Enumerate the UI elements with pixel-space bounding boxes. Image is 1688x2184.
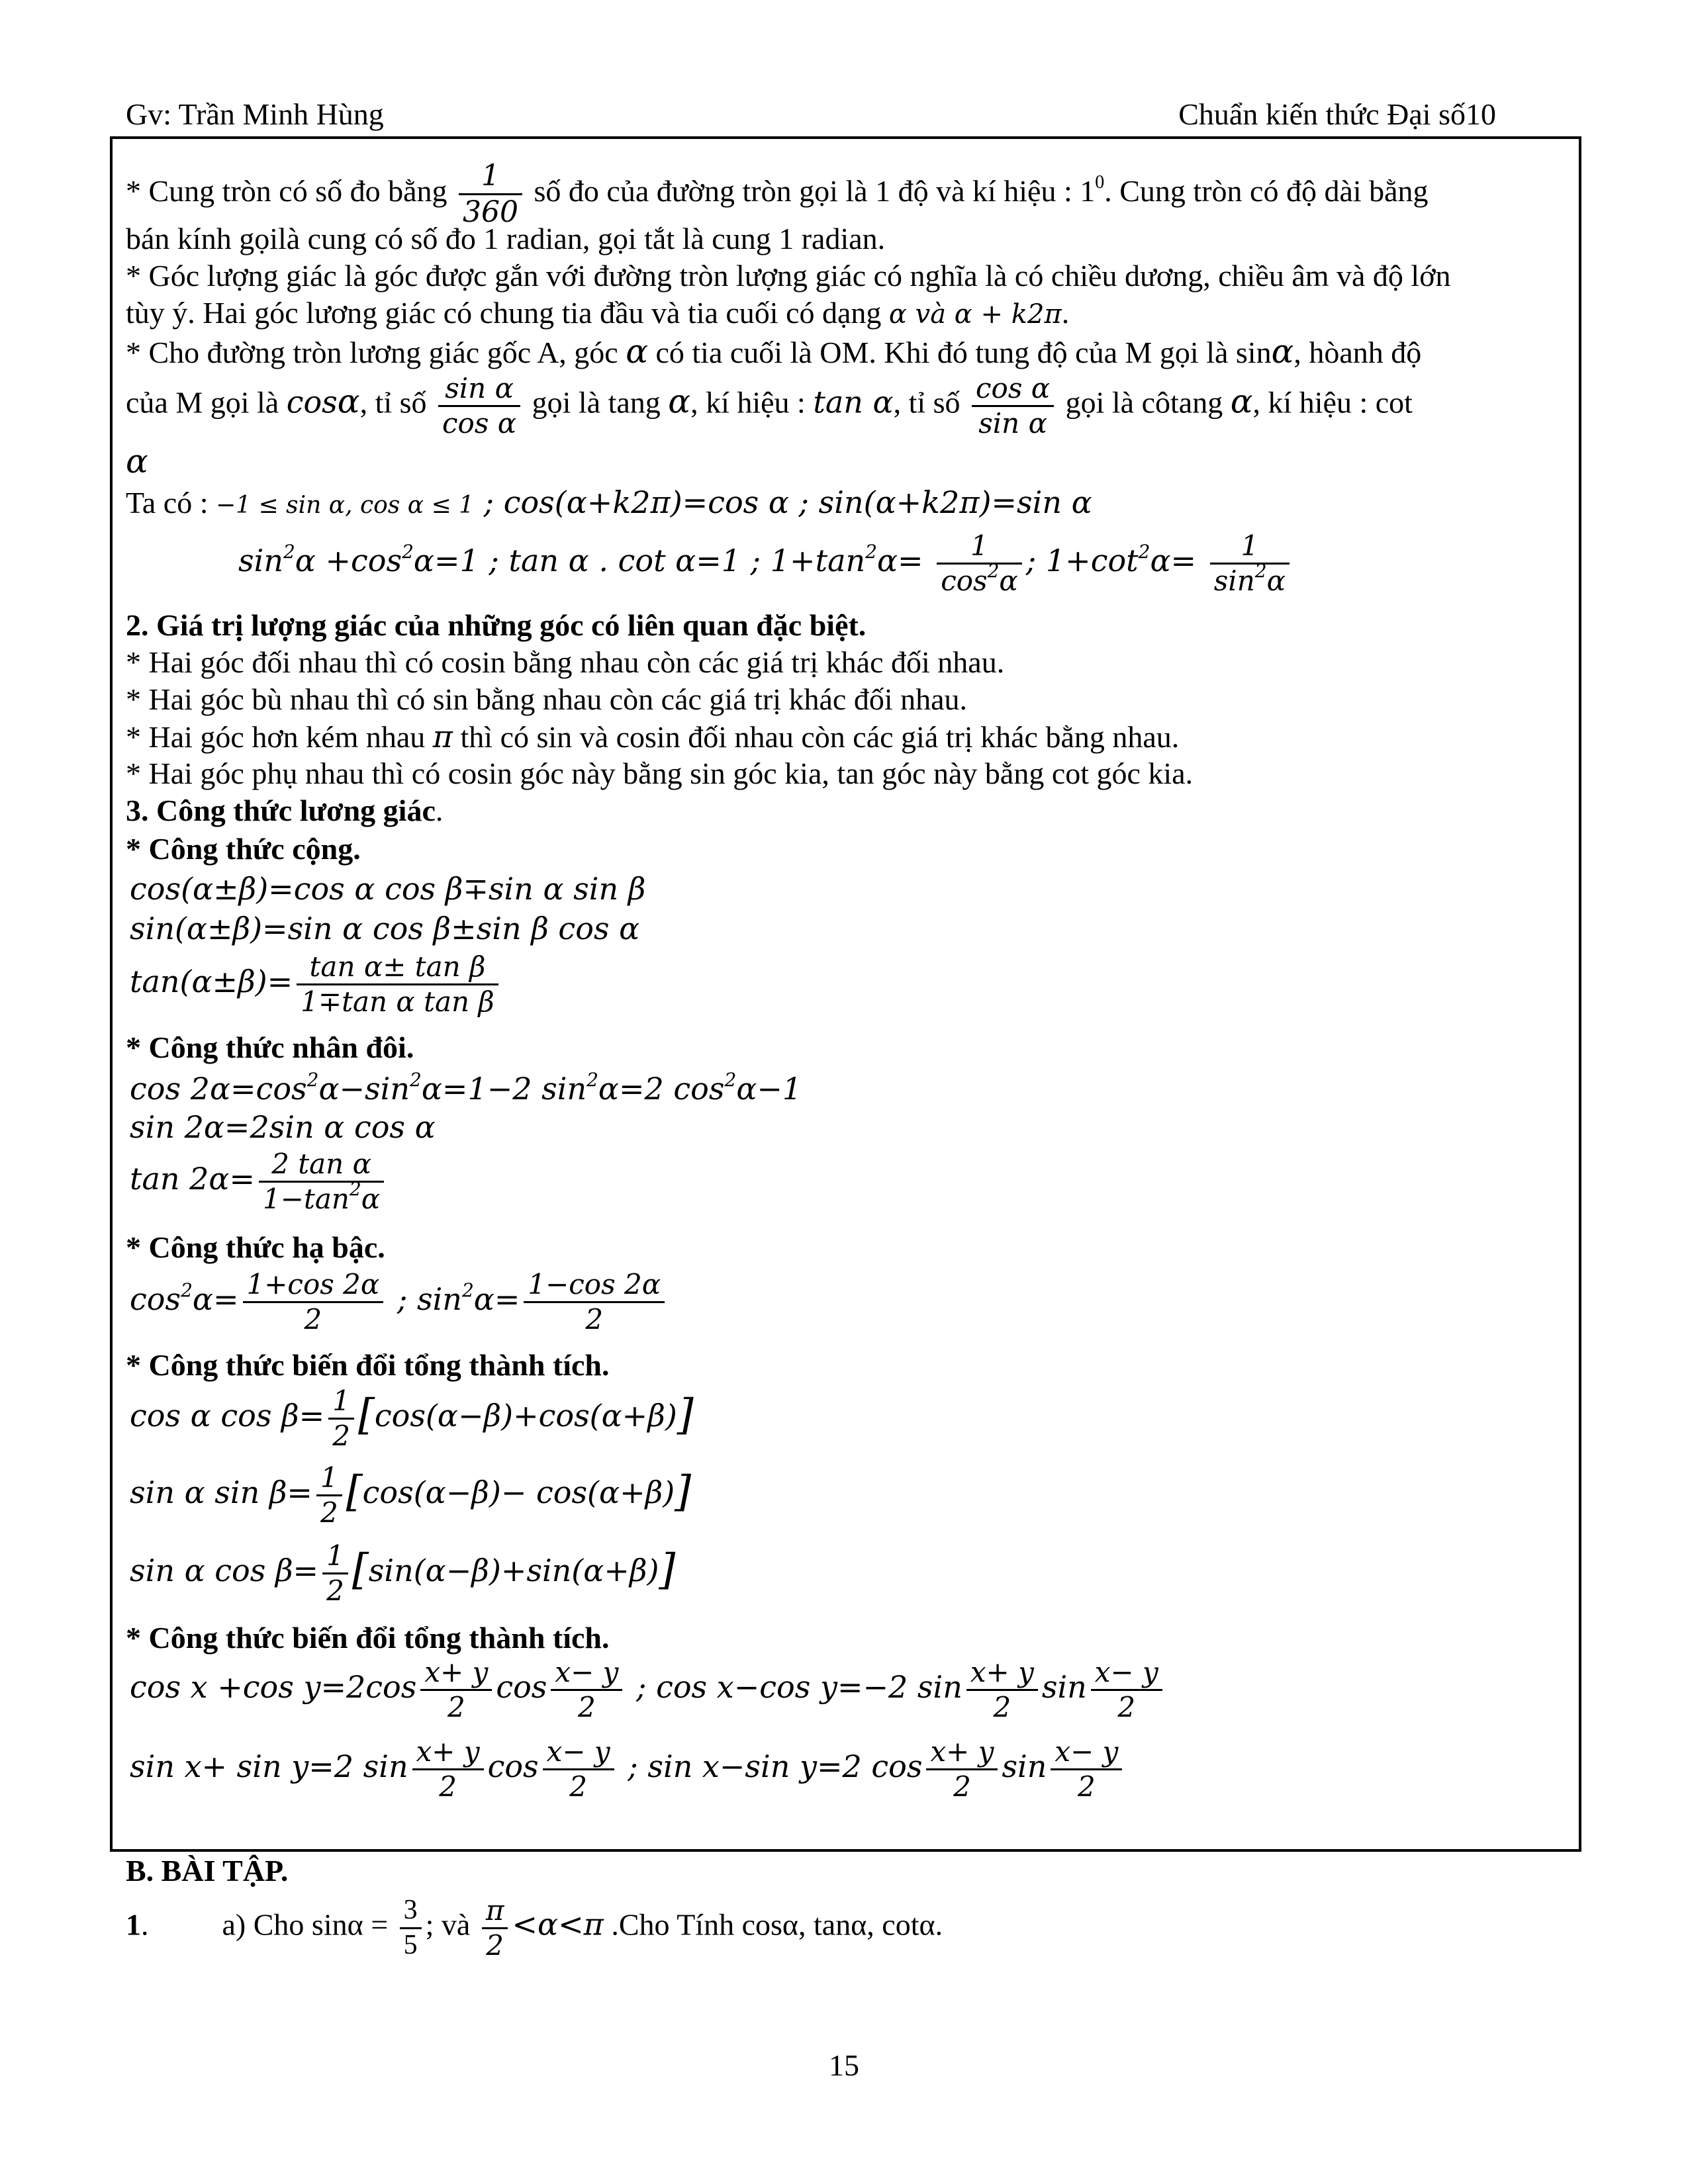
product-formula-sin-cos: sin α cos β= $\frac{1}{2}$ [sin(α−β)+sin(α+β)] — [130, 1539, 676, 1607]
header-author: Gv: Trần Minh Hùng — [126, 97, 384, 131]
fraction-1-over-sin2: $\frac{1}{\sin^2\alpha}$ — [1210, 529, 1289, 597]
header-subject: Chuẩn kiến thức Đại số10 — [1178, 97, 1496, 131]
sum-to-product-title: * Công thức biến đổi tổng thành tích. — [126, 1621, 610, 1655]
ta-co-line: Ta có : −1 ≤ sin α, cos α ≤ 1 ; cos(α+k2π)=cos α ; sin(α+k2π)=sin α — [126, 484, 1092, 520]
section-3-title: 3. Công thức lương giác. — [126, 794, 444, 827]
section-2-title: 2. Giá trị lượng giác của những góc có liên quan đặc biệt. — [126, 608, 867, 642]
intro-line-1: * Cung tròn có số đo bằng $\frac{1}{360}$ số đo của đường tròn gọi là 1 độ và kí hiệu : $1^0$. Cung tròn có độ dài bằng — [126, 159, 1429, 229]
fraction-1-360: $\frac{1}{360}$ — [459, 159, 522, 230]
intro-line-5: * Cho đường tròn lương giác gốc A, góc α có tia cuối là OM. Khi đó tung độ của M gọi là sinα, hòanh độ — [126, 332, 1422, 371]
section-2-line-2: * Hai góc bù nhau thì có sin bằng nhau còn các giá trị khác đối nhau. — [126, 682, 968, 716]
identities-line: $\sin^2\alpha +\cos^2\alpha=1$ ; tan α . cot α=1 ; $1+\tan^2\alpha=$ $\frac{1}{\cos^2\alpha}$ ; $1+\cot^2\alpha=$ $\frac{1}{\sin^2\alpha}$ — [238, 529, 1293, 597]
exercises-title: B. BÀI TẬP. — [126, 1854, 289, 1888]
product-formula-cos-cos: cos α cos β= $\frac{1}{2}$ [cos(α−β)+cos(α+β)] — [130, 1385, 694, 1452]
product-to-sum-title: * Công thức biến đổi tổng thành tích. — [126, 1348, 610, 1382]
addition-formula-cos: cos(α±β)=cos α cos β∓sin α sin β — [130, 871, 646, 907]
double-angle-tan: tan 2α= $\frac{\text{2 tan α}}{1-\tan^2\alpha}$ — [130, 1148, 388, 1215]
intro-alpha-wrap: α — [126, 442, 148, 480]
fraction-1-over-cos2: $\frac{1}{\cos^2\alpha}$ — [937, 529, 1022, 597]
section-2-line-4: * Hai góc phụ nhau thì có cosin góc này bằng sin góc kia, tan góc này bằng cot góc kia. — [126, 756, 1194, 790]
addition-formula-sin: sin(α±β)=sin α cos β±sin β cos α — [130, 911, 640, 946]
intro-line-6: của M gọi là cosα, tỉ số $\frac{\text{sin α}}{\text{cos α}}$ gọi là tang α, kí hiệu : tan α, tỉ số $\frac{\text{cos α}}{\text{sin α}}$ gọi là côtang α, kí hiệu : cot — [126, 372, 1413, 439]
fraction-cos-over-sin: $\frac{\text{cos α}}{\text{sin α}}$ — [972, 372, 1054, 439]
section-2-line-3: * Hai góc hơn kém nhau π thì có sin và cosin đối nhau còn các giá trị khác bằng nhau. — [126, 719, 1180, 754]
double-angle-title: * Công thức nhân đôi. — [126, 1030, 414, 1064]
addition-formula-tan: tan(α±β)= $\frac{\text{tan α± tan β}}{\text{1∓tan α tan β}}$ — [130, 950, 502, 1018]
sum-formula-sin: sin x+ sin y=2 sin $\frac{x+ y}{2}$ cos $\frac{x- y}{2}$ ; sin x−sin y=2 cos $\frac{x+ y}{2}$ sin $\frac{x- y}{2}$ — [130, 1735, 1126, 1803]
product-formula-sin-sin: sin α sin β= $\frac{1}{2}$ [cos(α−β)− cos(α+β)] — [130, 1461, 692, 1529]
double-angle-cos: $\cos 2\alpha=\cos^2\alpha-\sin^2\alpha=1-2$ $\sin^2\alpha=2$ $\cos^2\alpha-1$ — [130, 1069, 802, 1107]
power-reduction-title: * Công thức hạ bậc. — [126, 1230, 385, 1264]
power-reduction-formulas: $\cos^2\alpha=$ $\frac{1+\cos 2\alpha}{2}$ ; $\sin^2\alpha=$ $\frac{1-\cos 2\alpha}{2}$ — [130, 1268, 669, 1336]
sum-formula-cos: cos x +cos y=2cos $\frac{x+ y}{2}$ cos $\frac{x- y}{2}$ ; cos x−cos y=−2 sin $\frac{x+ y}{2}$ sin $\frac{x- y}{2}$ — [130, 1656, 1166, 1723]
intro-line-2: bán kính gọilà cung có số đo 1 radian, gọi tắt là cung 1 radian. — [126, 222, 886, 255]
fraction-sin-over-cos: $\frac{\text{sin α}}{\text{cos α}}$ — [438, 372, 520, 439]
section-2-line-1: * Hai góc đối nhau thì có cosin bằng nhau còn các giá trị khác đối nhau. — [126, 645, 1005, 679]
page-number: 15 — [829, 2048, 859, 2082]
intro-line-4: tùy ý. Hai góc lương giác có chung tia đầu và tia cuối có dạng α và α + k2π. — [126, 296, 1070, 330]
addition-formula-title: * Công thức cộng. — [126, 832, 361, 866]
double-angle-sin: sin 2α=2sin α cos α — [130, 1109, 436, 1145]
exercise-1: 1. a) Cho sinα = $\frac{3}{5}$ ; và $\frac{\pi}{2}$ <α<π .Cho Tính cosα, tanα, cotα. — [126, 1894, 943, 1962]
intro-line-3: * Góc lượng giác là góc được gắn với đường tròn lượng giác có nghĩa là có chiều dương, chiều âm và độ lớn — [126, 259, 1451, 293]
